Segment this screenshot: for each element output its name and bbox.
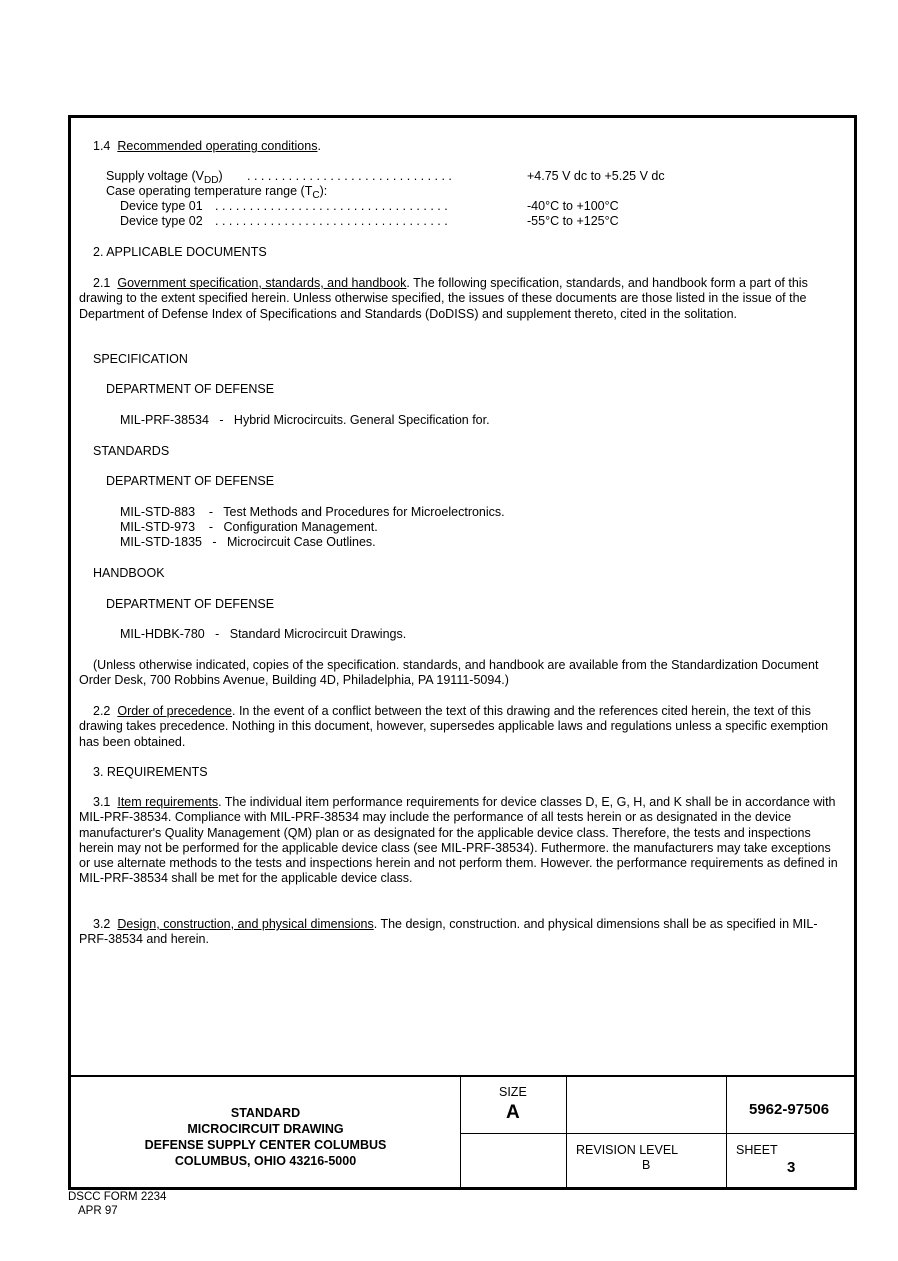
- title-line: STANDARD: [230, 1106, 301, 1120]
- section-title: Recommended operating conditions: [117, 139, 318, 153]
- device-type-01-value: -40°C to +100°C: [527, 199, 619, 213]
- specification-department: DEPARTMENT OF DEFENSE: [106, 382, 275, 396]
- agency-title: [71, 1105, 460, 1169]
- sheet-label: SHEET: [736, 1143, 778, 1157]
- supply-voltage-leader: . . . . . . . . . . . . . . . . . . . . . . . . . . . . . .: [247, 169, 452, 183]
- sheet-number: 3: [787, 1159, 796, 1176]
- form-date: APR 97: [78, 1204, 118, 1217]
- specification-heading: SPECIFICATION: [93, 352, 188, 366]
- device-type-02-label: Device type 02: [120, 214, 203, 228]
- size-value: A: [506, 1102, 520, 1123]
- section-2-heading: 2. APPLICABLE DOCUMENTS: [93, 245, 267, 259]
- copies-availability-note: (Unless otherwise indicated, copies of the specification. standards, and handbook are available from the Standardization Document Order Desk, 700 Robbins Avenue, Building 4D, Philadelphia, PA 19111-5094.): [79, 658, 819, 688]
- specification-item: MIL-PRF-38534 - Hybrid Microcircuits. General Specification for.: [120, 413, 490, 427]
- title-line: DEFENSE SUPPLY CENTER COLUMBUS: [144, 1138, 387, 1152]
- standards-heading: STANDARDS: [93, 444, 170, 458]
- size-label: SIZE: [499, 1085, 527, 1099]
- standard-item: MIL-STD-1835 - Microcircuit Case Outlines.: [120, 535, 376, 549]
- paragraph-3-1: 3.1 Item requirements. The individual item performance requirements for device classes D, E, G, H, and K shall be in accordance with MIL-PRF-38534. Compliance with MIL-PRF-38534 may include the performance of all tests herein or as designated in the device manufacturer's Quality Management (QM) plan or as designated for the applicable device class. Therefore, the tests and inspections herein may not be performed for the applicable device class (see MIL-PRF-38534). Futhermore. the manufacturers may take exceptions or use alternate methods to the tests and inspections herein and not perform them. However. the performance requirements as defined in MIL-PRF-38534 shall be met for the applicable device class.: [79, 795, 838, 886]
- revision-level-value: B: [642, 1158, 651, 1172]
- device-type-02-leader: . . . . . . . . . . . . . . . . . . . . . . . . . . . . . . . . . .: [215, 214, 448, 228]
- section-1-4-heading: 1.4 Recommended operating conditions.: [93, 139, 321, 153]
- form-number: DSCC FORM 2234: [68, 1191, 167, 1203]
- drawing-frame: [68, 115, 857, 1190]
- supply-voltage-value: +4.75 V dc to +5.25 V dc: [527, 169, 665, 183]
- handbook-department: DEPARTMENT OF DEFENSE: [106, 597, 275, 611]
- case-temperature-label: Case operating temperature range $(T_C)$:: [106, 184, 328, 201]
- paragraph-title: Design, construction, and physical dimensions: [117, 917, 374, 931]
- paragraph-title: Government specification, standards, and handbook: [117, 276, 407, 290]
- supply-voltage-label: Supply voltage $(V_{DD})$: [106, 169, 223, 186]
- standard-item: MIL-STD-973 - Configuration Management.: [120, 520, 378, 534]
- section-3-heading: 3. REQUIREMENTS: [93, 765, 208, 779]
- standards-department: DEPARTMENT OF DEFENSE: [106, 474, 275, 488]
- title-block: [71, 1075, 854, 1187]
- drawing-number: 5962-97506: [749, 1101, 830, 1118]
- paragraph-2-2: 2.2 Order of precedence. In the event of a conflict between the text of this drawing and the references cited herein, the text of this drawing takes precedence. Nothing in this document, however, supersedes applicable laws and regulations unless a specific exemption has been obtained.: [79, 704, 829, 749]
- handbook-heading: HANDBOOK: [93, 566, 165, 580]
- handbook-item: MIL-HDBK-780 - Standard Microcircuit Drawings.: [120, 627, 407, 641]
- standard-item: MIL-STD-883 - Test Methods and Procedures for Microelectronics.: [120, 505, 505, 519]
- device-type-01-label: Device type 01: [120, 199, 203, 213]
- section-number: 1.4: [93, 139, 111, 153]
- title-line: COLUMBUS, OHIO 43216-5000: [174, 1154, 357, 1168]
- revision-level-label: REVISION LEVEL: [576, 1143, 679, 1157]
- title-line: MICROCIRCUIT DRAWING: [187, 1122, 344, 1136]
- device-type-01-leader: . . . . . . . . . . . . . . . . . . . . . . . . . . . . . . . . . .: [215, 199, 448, 213]
- document-body: [71, 118, 854, 1075]
- paragraph-title: Order of precedence: [117, 704, 232, 718]
- paragraph-3-2: 3.2 Design, construction, and physical dimensions. The design, construction. and physical dimensions shall be as specified in MIL-PRF-38534 and herein.: [79, 917, 818, 947]
- paragraph-title: Item requirements: [117, 795, 219, 809]
- device-type-02-value: -55°C to +125°C: [527, 214, 619, 228]
- form-footer: [68, 1191, 166, 1218]
- paragraph-2-1: 2.1 Government specification, standards, and handbook. The following specification, standards, and handbook form a part of this drawing to the extent specified herein. Unless otherwise specified, the issues of these documents are those listed in the issue of the Department of Defense Index of Specifications and Standards (DoDISS) and supplement thereto, cited in the solitation.: [79, 276, 808, 321]
